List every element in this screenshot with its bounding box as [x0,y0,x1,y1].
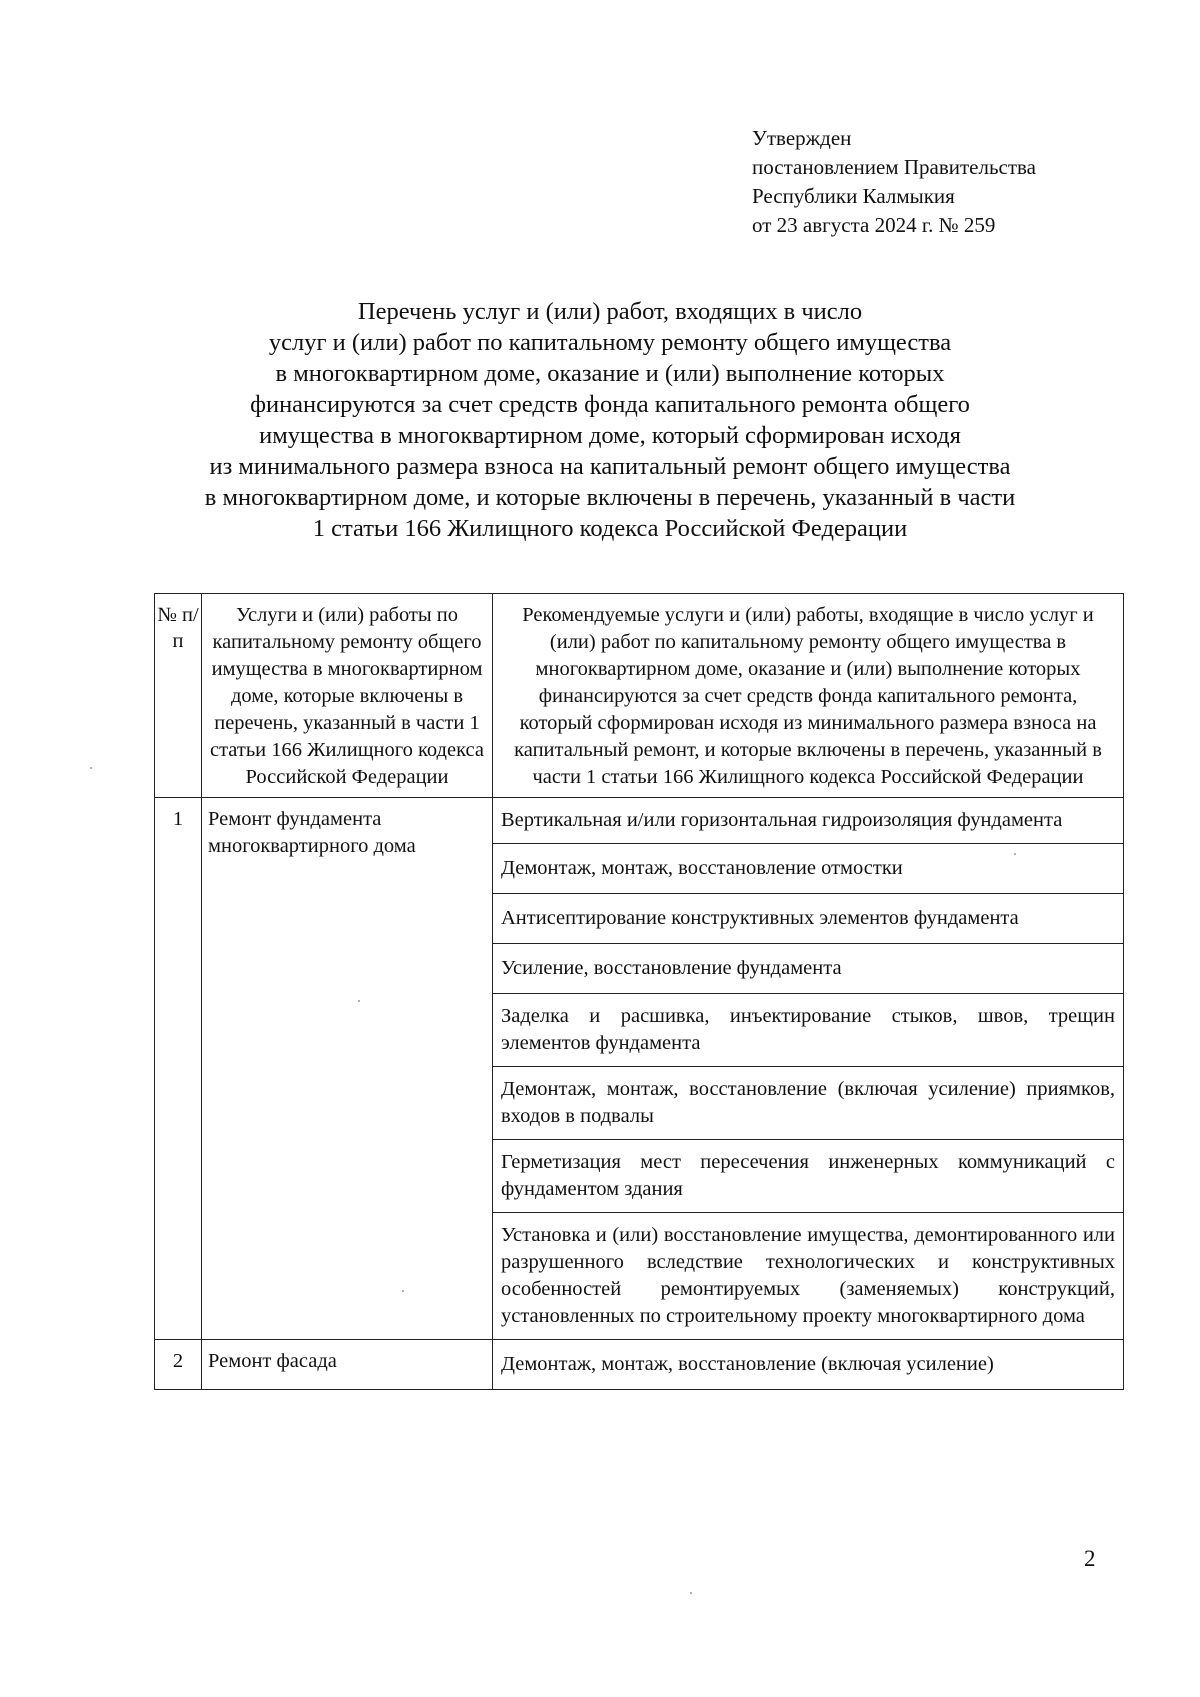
scan-speck [358,1000,360,1002]
title-line-6: из минимального размера взноса на капитальный ремонт общего имущества [209,453,1011,480]
table-row [155,798,1124,844]
recommended-item: Демонтаж, монтаж, восстановление отмостки [493,844,1124,894]
works-table [154,593,1124,1390]
header-works-text: Услуги и (или) работы по капитальному ремонту общего имущества в многоквартирном доме, которые включены в перечень, указанный в части 1 статьи 166 Жилищного кодекса Российской Федерации [210,604,484,788]
header-recommended-text: Рекомендуемые услуги и (или) работы, входящие в число услуг и (или) работ по капитальному ремонту общего имущества в многоквартирном доме, оказание и (или) выполнение которых финансируются за счет средств фонда капитального ремонта, который сформирован исходя из минимального размера взноса на капитальный ремонт, и которые включены в перечень, указанный в части 1 статьи 166 Жилищного кодекса Российской Федерации [514,604,1102,788]
scan-speck [90,767,92,769]
recommended-item: Антисептирование конструктивных элементов фундамента [493,894,1124,944]
page-number: 2 [1084,1546,1096,1571]
work-name: Ремонт фундамента многоквартирного дома [202,798,493,1340]
work-name: Ремонт фасада [202,1340,493,1390]
table-row [155,1340,1124,1390]
approval-line-1: Утвержден [752,126,852,150]
approval-line-3: Республики Калмыкия [752,184,955,208]
header-cell-works [202,594,493,798]
recommended-item: Установка и (или) восстановление имущества, демонтированного или разрушенного вследствие технологических и конструктивных особенностей ремонтируемых (заменяемых) конструкций, установленных по строительному проекту многоквартирного дома [493,1213,1124,1340]
recommended-item: Демонтаж, монтаж, восстановление (включая усиление) [493,1340,1124,1390]
title-line-8: 1 статьи 166 Жилищного кодекса Российской Федерации [312,515,908,542]
document-title [150,296,1070,544]
recommended-item: Герметизация мест пересечения инженерных коммуникаций с фундаментом здания [493,1140,1124,1213]
scan-speck [1014,853,1016,855]
recommended-item: Демонтаж, монтаж, восстановление (включая усиление) приямков, входов в подвалы [493,1067,1124,1140]
title-line-2: услуг и (или) работ по капитальному ремонту общего имущества [268,329,952,356]
approval-block [752,124,1036,240]
title-line-7: в многоквартирном доме, и которые включены в перечень, указанный в части [204,484,1016,511]
recommended-item: Усиление, восстановление фундамента [493,944,1124,994]
scan-speck [690,1592,692,1594]
row-number: 2 [155,1340,202,1390]
approval-line-4: от 23 августа 2024 г. № 259 [752,213,996,237]
recommended-item: Вертикальная и/или горизонтальная гидроизоляция фундамента [493,798,1124,844]
table-header-row [155,594,1124,798]
recommended-item: Заделка и расшивка, инъектирование стыков, швов, трещин элементов фундамента [493,994,1124,1067]
header-num-text: № п/п [157,604,199,652]
approval-line-2: постановлением Правительства [752,155,1037,179]
scan-speck [402,1290,404,1292]
title-line-3: в многоквартирном доме, оказание и (или) выполнение которых [275,360,945,387]
title-line-5: имущества в многоквартирном доме, который сформирован исходя [259,422,961,449]
title-line-1: Перечень услуг и (или) работ, входящих в число [357,298,863,325]
header-cell-num [155,594,202,798]
works-table-container [154,593,1120,1390]
row-number: 1 [155,798,202,1340]
title-line-4: финансируются за счет средств фонда капитального ремонта общего [250,391,970,418]
header-cell-recommended [493,594,1124,798]
